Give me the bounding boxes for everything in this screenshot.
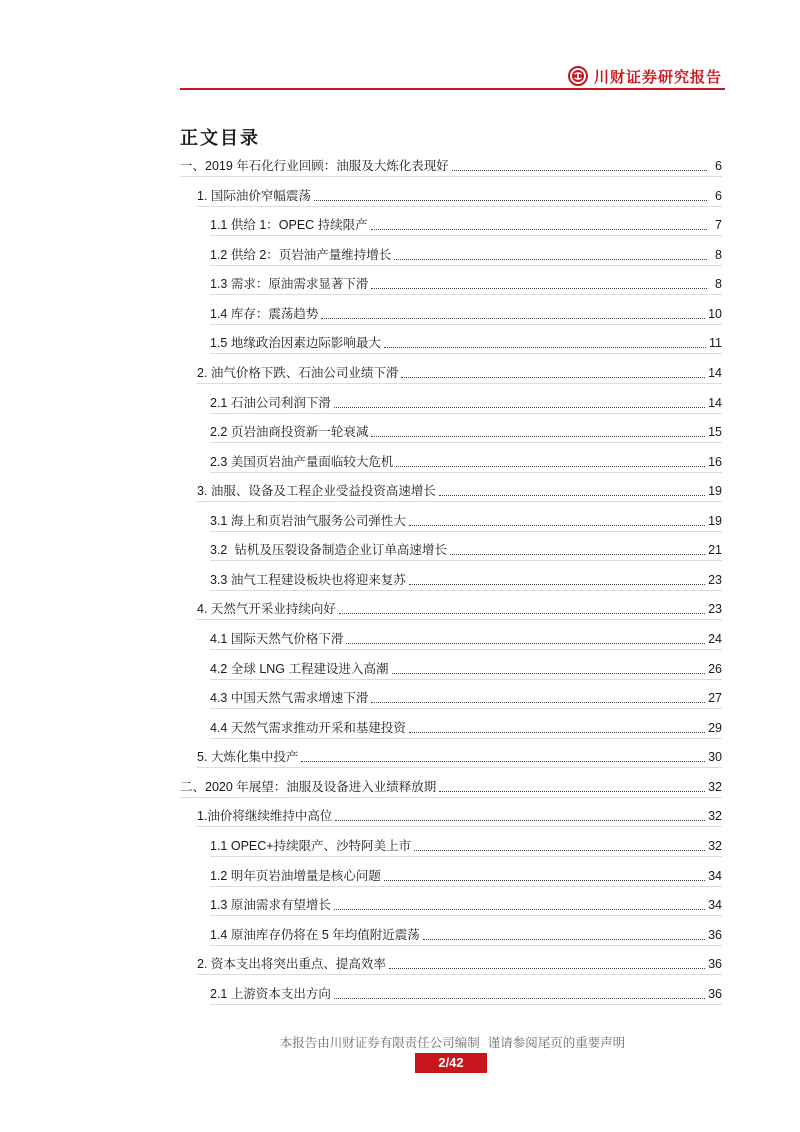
- toc-entry-page: 29: [708, 720, 722, 735]
- toc-entry-page: 32: [708, 809, 722, 824]
- toc-dot-leader: [314, 200, 707, 201]
- toc-dot-leader: [301, 761, 705, 762]
- toc-dot-leader: [384, 347, 706, 348]
- toc-dot-leader: [396, 466, 705, 467]
- toc-entry-title: 1.4 原油库存仍将在 5 年均值附近震荡: [210, 927, 420, 942]
- toc-entry[interactable]: [197, 482, 722, 502]
- toc-entry-title: 1.4 库存：震荡趋势: [210, 306, 319, 321]
- toc-entry-title: 4.2 全球 LNG 工程建设进入高潮: [210, 661, 389, 676]
- toc-entry[interactable]: [210, 541, 722, 561]
- toc-dot-leader: [371, 702, 705, 703]
- toc-entry-title: 2. 资本支出将突出重点、提高效率: [197, 957, 386, 972]
- toc-dot-leader: [452, 170, 707, 171]
- toc-entry-page: 36: [708, 986, 722, 1001]
- toc-entry[interactable]: [210, 423, 722, 443]
- toc-dot-leader: [346, 643, 705, 644]
- toc-entry-page: 34: [708, 868, 722, 883]
- toc-entry-title: 2.1 上游资本支出方向: [210, 986, 331, 1001]
- toc-entry[interactable]: [210, 246, 722, 266]
- toc-entry-title: 2.2 页岩油商投资新一轮衰减: [210, 425, 369, 440]
- toc-entry[interactable]: [210, 719, 722, 739]
- toc-entry[interactable]: [197, 748, 722, 768]
- toc-entry-title: 一、2019 年石化行业回顾：油服及大炼化表现好: [180, 159, 449, 173]
- toc-dot-leader: [335, 820, 705, 821]
- toc-dot-leader: [339, 613, 705, 614]
- toc-entry-title: 4.4 天然气需求推动开采和基建投资: [210, 720, 406, 735]
- toc-entry-title: 1.2 明年页岩油增量是核心问题: [210, 868, 381, 883]
- toc-entry-title: 1.2 供给 2：页岩油产量维持增长: [210, 247, 392, 262]
- toc-dot-leader: [321, 318, 705, 319]
- toc-entry-page: 23: [708, 572, 722, 587]
- toc-dot-leader: [371, 229, 707, 230]
- toc-dot-leader: [409, 732, 705, 733]
- toc-entry[interactable]: [210, 630, 722, 650]
- toc-entry[interactable]: [210, 305, 722, 325]
- toc-dot-leader: [409, 525, 705, 526]
- toc-entry-title: 3.1 海上和页岩油气服务公司弹性大: [210, 513, 406, 528]
- toc-entry-title: 1. 国际油价窄幅震荡: [197, 188, 311, 203]
- toc-entry-page: 16: [708, 454, 722, 469]
- toc-entry-title: 1.油价将继续维持中高位: [197, 809, 333, 824]
- toc-entry-page: 21: [708, 543, 722, 558]
- toc-entry-page: 7: [715, 218, 722, 233]
- toc-entry-page: 8: [715, 247, 722, 262]
- toc-dot-leader: [439, 791, 705, 792]
- toc-dot-leader: [334, 998, 705, 999]
- toc-entry[interactable]: [197, 187, 722, 207]
- toc-entry-title: 2. 油气价格下跌、石油公司业绩下滑: [197, 365, 399, 380]
- toc-entry[interactable]: [210, 867, 722, 887]
- toc-entry[interactable]: [180, 778, 722, 798]
- toc-entry-page: 27: [708, 691, 722, 706]
- toc-entry[interactable]: [210, 275, 722, 295]
- toc-entry[interactable]: [210, 216, 722, 236]
- toc-dot-leader: [409, 584, 705, 585]
- toc-entry-page: 15: [708, 425, 722, 440]
- toc-dot-leader: [371, 436, 705, 437]
- toc-entry-title: 1.5 地缘政治因素边际影响最大: [210, 336, 381, 351]
- toc-dot-leader: [392, 673, 706, 674]
- toc-entry[interactable]: [210, 512, 722, 532]
- toc-entry-page: 30: [708, 750, 722, 765]
- toc-entry-page: 19: [708, 484, 722, 499]
- toc-entry-page: 6: [715, 188, 722, 203]
- footer-disclaimer: 本报告由川财证券有限责任公司编制 谨请参阅尾页的重要声明: [279, 1035, 626, 1050]
- page-title: 正文目录: [180, 128, 260, 149]
- toc-dot-leader: [334, 909, 705, 910]
- header-divider: [180, 88, 725, 90]
- toc-dot-leader: [334, 407, 705, 408]
- toc-dot-leader: [389, 968, 705, 969]
- toc-entry-title: 4. 天然气开采业持续向好: [197, 602, 336, 617]
- toc-entry-title: 1.1 供给 1：OPEC 持续限产: [210, 218, 368, 233]
- toc-dot-leader: [414, 850, 705, 851]
- toc-entry-title: 3. 油服、设备及工程企业受益投资高速增长: [197, 484, 436, 499]
- toc-entry[interactable]: [210, 985, 722, 1005]
- toc-entry-page: 8: [715, 277, 722, 292]
- toc-entry-title: 1.1 OPEC+持续限产、沙特阿美上市: [210, 838, 412, 853]
- toc-entry-title: 3.3 油气工程建设板块也将迎来复苏: [210, 572, 406, 587]
- toc-entry-page: 24: [708, 632, 722, 646]
- toc-entry[interactable]: [197, 600, 722, 620]
- toc-entry-title: 4.1 国际天然气价格下滑: [210, 632, 344, 646]
- toc-entry[interactable]: [210, 837, 722, 857]
- toc-entry-page: 36: [708, 927, 722, 942]
- toc-entry-title: 4.3 中国天然气需求增速下滑: [210, 691, 369, 706]
- toc-dot-leader: [384, 880, 705, 881]
- toc-entry[interactable]: [210, 394, 722, 414]
- toc-entry-page: 26: [708, 661, 722, 676]
- toc-entry[interactable]: [210, 571, 722, 591]
- toc-entry-title: 2.1 石油公司利润下滑: [210, 395, 331, 410]
- toc-entry[interactable]: [210, 334, 722, 354]
- toc-entry[interactable]: [197, 364, 722, 384]
- report-brand: [568, 65, 722, 87]
- toc-entry-page: 19: [708, 513, 722, 528]
- toc-dot-leader: [423, 939, 705, 940]
- toc-entry[interactable]: [210, 453, 722, 473]
- table-of-contents: [180, 157, 722, 1014]
- brand-name: 川财证券研究报告: [594, 67, 723, 86]
- toc-entry-page: 23: [708, 602, 722, 617]
- toc-entry-page: 14: [708, 395, 722, 410]
- toc-entry-title: 1.3 需求：原油需求显著下滑: [210, 277, 369, 292]
- toc-entry-page: 32: [708, 838, 722, 853]
- toc-dot-leader: [401, 377, 705, 378]
- toc-entry[interactable]: [180, 157, 722, 177]
- toc-entry[interactable]: [197, 807, 722, 827]
- toc-entry-title: 二、2020 年展望：油服及设备进入业绩释放期: [180, 779, 437, 794]
- toc-entry-title: 1.3 原油需求有望增长: [210, 898, 331, 913]
- toc-entry[interactable]: [210, 896, 722, 916]
- toc-dot-leader: [394, 259, 707, 260]
- page-number-badge: 2/42: [415, 1053, 487, 1073]
- toc-entry-page: 36: [708, 957, 722, 972]
- toc-entry-page: 34: [708, 898, 722, 913]
- toc-entry-title: 5. 大炼化集中投产: [197, 750, 299, 765]
- toc-entry-title: 2.3 美国页岩油产量面临较大危机: [210, 454, 394, 469]
- toc-entry[interactable]: [210, 689, 722, 709]
- toc-dot-leader: [450, 554, 705, 555]
- toc-entry-page: 14: [708, 365, 722, 380]
- toc-entry[interactable]: [210, 926, 722, 946]
- toc-entry-page: 32: [708, 779, 722, 794]
- toc-entry-page: 10: [708, 306, 722, 321]
- toc-entry-title: 3.2 钻机及压裂设备制造企业订单高速增长: [210, 543, 447, 558]
- toc-entry-page: 6: [715, 159, 722, 173]
- toc-dot-leader: [371, 288, 707, 289]
- toc-entry[interactable]: [197, 955, 722, 975]
- toc-entry-page: 11: [709, 336, 722, 351]
- toc-dot-leader: [439, 495, 705, 496]
- toc-entry[interactable]: [210, 660, 722, 680]
- chuancai-logo-icon: [568, 66, 588, 86]
